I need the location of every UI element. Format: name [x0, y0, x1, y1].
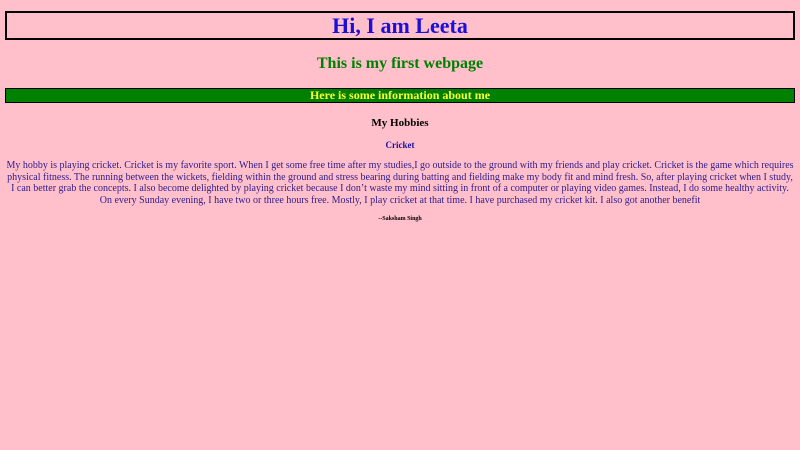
page-title: Hi, I am Leeta [5, 11, 795, 40]
page-subtitle: This is my first webpage [316, 55, 484, 72]
hobbies-heading: My Hobbies [371, 117, 429, 129]
info-banner: Here is some information about me [5, 88, 795, 103]
author-signature: --Saksham Singh [378, 216, 422, 223]
cricket-heading: Cricket [385, 140, 415, 150]
page-content [0, 0, 800, 223]
hobby-paragraph: My hobby is playing cricket. Cricket is my favorite sport. When I get some free time after my studies,I go outside to the ground with my friends and play cricket. Cricket is the game which requires physical fitness. The running between the wickets, fielding within the ground and stress bearing during batting and fielding make my body fit and mind fresh. So, after playing cricket when I study, I can better grab the concepts. I also become delighted by playing cricket because I don’t waste my mind sitting in front of a computer or playing video games. Instead, I do some healthy activity. On every Sunday evening, I have two or three hours free. Mostly, I play cricket at that time. I have purchased my cricket kit. I also got another benefit [6, 160, 794, 206]
